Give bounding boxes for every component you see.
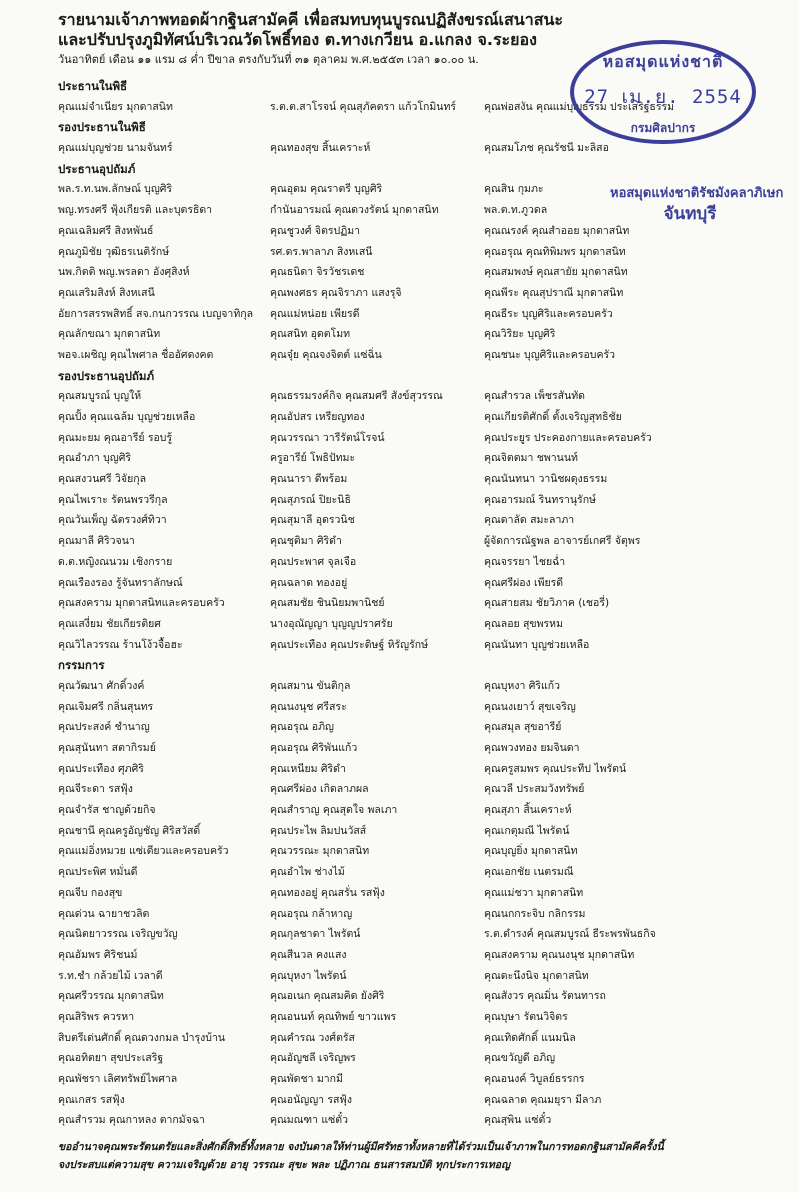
donor-name: กำนันอารมณ์ คุณดวงรัตน์ มุกดาสนิท	[270, 204, 439, 217]
donor-name: คุณประเทือง ศุภศิริ	[58, 762, 144, 775]
donor-name: คุณนงนุช ศรีสระ	[270, 700, 347, 713]
donor-name: คุณนงเยาว์ สุขเจริญ	[484, 700, 576, 713]
donor-row	[58, 717, 758, 738]
donor-name: คุณประเทือง คุณประดิษฐ์ หิรัญรักษ์	[270, 638, 428, 651]
donor-name: คุณวรรณะ มุกดาสนิท	[270, 845, 370, 858]
empty-cell	[270, 366, 484, 387]
empty-cell	[270, 117, 484, 138]
stamp-library-name: หอสมุดแห่งชาติ	[602, 52, 724, 71]
donor-name: คุณสิริพร ควรหา	[58, 1010, 135, 1023]
donor-name: คุณดะนึงนิจ มุกดาสนิท	[484, 969, 589, 982]
donor-name: คุณบุหงา ศิริแก้ว	[484, 679, 561, 692]
donor-name: คุณประไพ ลิมปนวัสส์	[270, 824, 367, 837]
donor-name: คุณวิริยะ บุญศิริ	[484, 328, 556, 341]
donor-row	[58, 676, 758, 697]
donor-name: คุณสมชัย ชินนิยมพานิชย์	[270, 597, 385, 610]
donor-row	[58, 469, 758, 490]
donor-name: คุณทองอยู่ คุณสรั่น รสฟุ้ง	[270, 886, 385, 899]
donor-name: คุณวิไลวรรณ ร้านโง้วจื้อฮะ	[58, 638, 183, 651]
donor-row	[58, 779, 758, 800]
donor-name: คุณเกียรติศักดิ์ ตั้งเจริญสุทธิชัย	[484, 411, 622, 423]
donor-row	[58, 800, 758, 821]
donor-name: คุณดาลัด สมะลาภา	[484, 514, 575, 527]
donor-row	[58, 966, 758, 987]
donor-name: คุณลักขณา มุกดาสนิท	[58, 328, 161, 341]
donor-name: คุณด่วน ฉายาชวลิต	[58, 907, 150, 920]
donor-name: คุณนารา ดีพร้อม	[270, 473, 348, 486]
donor-name: คุณเทิดศักดิ์ แนมนิล	[484, 1031, 576, 1044]
donor-name: คุณสุภา สิ้นเคราะห์	[484, 804, 572, 817]
donor-name: คุณขวัญดี อภิญ	[484, 1052, 556, 1065]
donor-name: คุณสีนวล คงแสง	[270, 948, 347, 961]
document-title-line-1: รายนามเจ้าภาพทอดผ้ากฐินสามัคคี เพื่อสมทบทุนบูรณปฏิสังขรณ์เสนาสนะ	[58, 10, 563, 29]
donor-name: คุณฉลาด คุณมยุรา มีลาภ	[484, 1093, 602, 1106]
donor-name: คุณคำรณ วงศ์ตรัส	[270, 1031, 355, 1044]
donor-name: คุณอทิตยา สุขประเสริฐ	[58, 1052, 164, 1065]
donor-name: คุณเรืองรอง รู้จันทราลักษณ์	[58, 576, 183, 589]
donor-name: พล.ร.ท.นพ.ลักษณ์ บุญศิริ	[58, 183, 173, 196]
section-heading: กรรมการ	[58, 658, 105, 673]
donor-name: คุณเกสร รสฟุ้ง	[58, 1093, 125, 1106]
donor-name: คุณจุ๋ย คุณจงจิตต์ แซ่ฉิ่น	[270, 348, 382, 361]
donor-name: คุณจิตตมา ชพานนท์	[484, 452, 578, 465]
donor-name: คุณสมพงษ์ คุณสายัย มุกดาสนิท	[484, 266, 628, 279]
donor-name: คุณบุญยิ่ง มุกดาสนิท	[484, 845, 578, 858]
donor-name: คุณประพาศ จุลเจือ	[270, 555, 357, 568]
donor-name: คุณสมบูรณ์ บุญให้	[58, 390, 142, 403]
donor-name: คุณวันเพ็ญ ฉัตรวงศ์ทิวา	[58, 514, 167, 527]
donor-name: คุณสายสม ชัยวิภาค (เชอรี่)	[484, 597, 610, 610]
donor-name: คุณอัญชลี เจริญพร	[270, 1052, 356, 1065]
donor-name: คุณแม่หน่อย เพียรดี	[270, 307, 360, 320]
donor-name: คุณธรรมรงค์กิจ คุณสมศรี สังข์สุวรรณ	[270, 390, 443, 403]
donor-name: คุณศรีวรรณ มุกดาสนิท	[58, 990, 164, 1003]
empty-cell	[484, 366, 758, 387]
donor-name: คุณเอกชัย เนตรมณี	[484, 866, 574, 879]
donor-name: คุณอารมณ์ รินทรานุรักษ์	[484, 493, 596, 506]
stamp-department-name: กรมศิลปากร	[630, 121, 696, 135]
blessing-footer	[58, 1138, 758, 1174]
donor-name: คุณอรุณ อภิญ	[270, 721, 334, 734]
donor-name: คุณอรุณ คุณทิพิมพร มุกดาสนิท	[484, 245, 626, 258]
donor-name: พญ.ทรงศรี ฟุ้งเกียรติ และบุตรธิดา	[58, 204, 213, 217]
donor-name: คุณสมโภช คุณรัชนี มะลิสอ	[484, 142, 609, 155]
section-heading-row	[58, 159, 758, 180]
donor-name: คุณบุษา รัตนวิจิตร	[484, 1010, 568, 1023]
donor-name: คุณนันทนา วานิชผดุงธรรม	[484, 473, 608, 486]
donor-name: คุณปั้ง คุณแฉล้ม บุญช่วยเหลือ	[58, 411, 196, 423]
donor-name: คุณประพิศ หมั่นดี	[58, 866, 138, 879]
donor-name: คุณแม่บุญช่วย นามจันทร์	[58, 142, 173, 155]
donor-name: คุณสมุล สุขอารีย์	[484, 721, 562, 734]
donor-name: ครูอารีย์ โพธิปัทมะ	[270, 452, 356, 465]
donor-name: คุณพงศธร คุณจิราภา แสงรุจิ	[270, 286, 402, 299]
donor-name: คุณมะยม คุณอารีย์ รอบรู้	[58, 431, 173, 444]
donor-name: คุณพัชรา เลิศทรัพย์ไพศาล	[58, 1073, 178, 1085]
donor-name: ด.ต.หญิงณนวม เชิงกราย	[58, 555, 173, 568]
donor-name: คุณจีระดา รสฟุ้ง	[58, 783, 133, 796]
donor-name: คุณศรีผ่อง เกิดลาภผล	[270, 783, 369, 796]
donor-row	[58, 1048, 758, 1069]
donor-name: คุณกุลชาดา ไพรัตน์	[270, 928, 361, 941]
donor-name: คุณจรรยา ไชยฉ่ำ	[484, 555, 566, 568]
event-dateline: วันอาทิตย์ เดือน ๑๑ แรม ๘ ค่ำ ปีขาล ตรงกับวันที่ ๓๑ ตุลาคม พ.ศ.๒๕๕๓ เวลา ๑๐.๐๐ น.	[58, 53, 479, 66]
donor-name: คุณพัดชา มากมี	[270, 1073, 343, 1085]
donor-name: คุณเสงี่ยม ชัยเกียรติยศ	[58, 617, 161, 630]
donor-name: นางอุณัญญา บุญญปราศรัย	[270, 617, 393, 630]
branch-library-stamp	[610, 185, 784, 225]
empty-cell	[270, 159, 484, 180]
donor-name: นพ.กิตติ พญ.พรลดา อังศุสิงห์	[58, 266, 190, 279]
donor-name: คุณประสงค์ ชำนาญ	[58, 721, 150, 734]
donor-row	[58, 490, 758, 511]
donor-name: คุณวรรณา วารีรัตน์โรจน์	[270, 431, 385, 444]
donor-name: คุณศรีผ่อง เพียรดี	[484, 576, 564, 589]
donor-row	[58, 324, 758, 345]
donor-name: คุณบุหงา ไพรัตน์	[270, 969, 347, 982]
donor-row	[58, 697, 758, 718]
donor-name: คุณวลี ประสมวังทรัพย์	[484, 783, 585, 796]
section-heading: ประธานในพิธี	[58, 79, 128, 93]
donor-row	[58, 593, 758, 614]
donor-name: ผู้จัดการณัฐพล อาจารย์เกศรี จัตุพร	[484, 535, 641, 548]
empty-cell	[270, 76, 484, 97]
donor-name: คุณเจิมศรี กลิ่นสุนทร	[58, 700, 154, 713]
donor-row	[58, 904, 758, 925]
donor-row	[58, 759, 758, 780]
donor-name: คุณนันทา บุญช่วยเหลือ	[484, 638, 590, 651]
national-library-stamp	[570, 40, 756, 144]
donor-name: คุณเกตุมณี ไพรัตน์	[484, 824, 570, 837]
donor-row	[58, 345, 758, 366]
donor-name: คุณอัปสร เหรียญทอง	[270, 411, 365, 423]
donor-name: คุณเสริมสิงห์ สิงหเสนี	[58, 286, 155, 299]
donor-name: คุณสำรวล เพ็ชรสันทัด	[484, 390, 585, 403]
donor-name: สิบตรีเด่นศักดิ์ คุณดวงกมล บำรุงบ้าน	[58, 1031, 226, 1044]
donor-row	[58, 448, 758, 469]
donor-name: ร.ต.ต.สาโรจน์ คุณสุภัคตรา แก้วโกมินทร์	[270, 100, 457, 113]
donor-row	[58, 1007, 758, 1028]
donor-row	[58, 283, 758, 304]
donor-row	[58, 242, 758, 263]
donor-row	[58, 821, 758, 842]
donor-row	[58, 883, 758, 904]
donor-name: คุณอเนก คุณสมคิด ยังศิริ	[270, 990, 385, 1003]
empty-cell	[270, 655, 484, 676]
donor-row	[58, 510, 758, 531]
donor-name: คุณอุดม คุณราตรี บุญศิริ	[270, 183, 383, 196]
branch-stamp-name: หอสมุดแห่งชาติรัชมังคลาภิเษก	[610, 186, 784, 201]
donor-name: คุณภูมิชัย วุฒิธรเนติรักษ์	[58, 245, 170, 258]
donor-name: คุณอนนท์ คุณทิพย์ ขาวแพร	[270, 1010, 397, 1023]
branch-stamp-province: จันทบุรี	[663, 204, 717, 224]
donor-name: คุณอรุณ ศิริพันแก้ว	[270, 742, 358, 754]
donor-name: อัยการสรรพสิทธิ์ สจ.กนกวรรณ เบญจาทิกุล	[58, 307, 254, 320]
donor-name: คุณสุมาลี อุดรวนิช	[270, 514, 355, 527]
donor-row	[58, 924, 758, 945]
donor-row	[58, 635, 758, 656]
donor-name: คุณมาลี ศิริวจนา	[58, 535, 135, 548]
donor-name: คุณชานี คุณครูอัญชัญ ศิริสวัสดิ์	[58, 824, 201, 837]
donor-name: คุณสงวนศรี วิจัยกุล	[58, 473, 147, 486]
donor-name: คุณเฉลิมศรี สิงหพันธ์	[58, 224, 154, 237]
donor-name: คุณธีระ บุญศิริและครอบครัว	[484, 307, 613, 320]
donor-name: คุณอนงค์ วิบูลย์ธรรกร	[484, 1073, 585, 1085]
donor-name: คุณนกกระจิบ กลิกรรม	[484, 907, 586, 920]
donor-name: พอจ.เผชิญ คุณไพศาล ชื่ออัศดงคต	[58, 348, 214, 361]
blessing-line-1: ขออำนาจคุณพระรัตนตรัยและสิ่งศักดิ์สิทธิ์ทั้งหลาย จงบันดาลให้ท่านผู้มีศรัทธาทั้งหลายที่ได้ร่วมเป็นเจ้าภาพในการทอดกฐินสามัคคีครั้งนี้	[58, 1141, 664, 1153]
donor-row	[58, 1090, 758, 1111]
empty-cell	[484, 159, 758, 180]
donor-name: คุณชุติมา ศิริดำ	[270, 535, 342, 548]
donor-row	[58, 407, 758, 428]
donor-name: คุณอำไพ ช่างไม้	[270, 866, 345, 879]
donor-name: คุณประยูร ประคองกายและครอบครัว	[484, 431, 652, 444]
donor-list	[58, 76, 758, 1131]
donor-row	[58, 862, 758, 883]
donor-name: คุณทองสุข สิ้นเคราะห์	[270, 142, 371, 155]
donor-name: คุณสังวร คุณมิ่น รัตนทารถ	[484, 990, 606, 1003]
donor-name: คุณธนิดา จิรวัชรเดช	[270, 266, 365, 279]
donor-name: คุณไพเราะ รัตนพรวรีกุล	[58, 493, 168, 506]
donor-name: พล.ต.ท.ภูวดล	[484, 204, 548, 217]
donor-name: คุณจำรัส ชาญด้วยกิจ	[58, 804, 156, 817]
donor-name: คุณสงคราม คุณนงนุช มุกดาสนิท	[484, 948, 635, 961]
donor-row	[58, 945, 758, 966]
section-heading-row	[58, 655, 758, 676]
donor-name: คุณแม่จำเนียร มุกดาสนิท	[58, 100, 173, 113]
donor-row	[58, 1110, 758, 1131]
section-heading: รองประธานอุปถัมภ์	[58, 368, 155, 383]
donor-name: คุณสุนันทา สตากิรมย์	[58, 742, 156, 754]
donor-name: คุณอรุณ กล้าหาญ	[270, 907, 353, 920]
donor-name: คุณแม่อิ่งหมวย แซ่เตียวและครอบครัว	[58, 845, 229, 858]
donor-name: คุณวัฒนา ศักดิ์วงค์	[58, 679, 145, 692]
section-heading: ประธานอุปถัมภ์	[58, 161, 136, 176]
donor-name: คุณพ่อสงัน คุณแม่บุญธรรม ประเสริฐธรรม	[484, 100, 675, 113]
donor-name: คุณสมาน ขันติกุล	[270, 679, 351, 692]
donor-row	[58, 1069, 758, 1090]
donor-name: คุณสงคราม มุกดาสนิทและครอบครัว	[58, 597, 225, 610]
donor-name: รศ.ดร.พาลาภ สิงหเสนี	[270, 245, 373, 258]
donor-name: คุณณรงค์ คุณสำออย มุกดาสนิท	[484, 224, 630, 237]
donor-row	[58, 738, 758, 759]
donor-name: คุณสำรวม คุณกาหลง ตากมัจฉา	[58, 1114, 205, 1127]
donor-name: คุณพวงทอง ยมจินดา	[484, 742, 580, 754]
stamp-received-date: 27 เม.ย. 2554	[584, 86, 742, 108]
donor-name: คุณอัมพร ศิริชนม์	[58, 948, 138, 961]
donor-row	[58, 531, 758, 552]
donor-name: คุณสิน กุมภะ	[484, 183, 544, 196]
donor-row	[58, 841, 758, 862]
blessing-line-2: จงประสบแต่ความสุข ความเจริญด้วย อายุ วรรณะ สุขะ พละ ปฏิภาณ ธนสารสมบัติ ทุกประการเทอญ	[58, 1159, 511, 1171]
donor-row	[58, 573, 758, 594]
donor-name: คุณเหนียม ศิริดำ	[270, 762, 346, 775]
donor-name: คุณนิตยาวรรณ เจริญขวัญ	[58, 928, 178, 941]
donor-name: คุณจีบ กองสุข	[58, 886, 123, 899]
donor-row	[58, 262, 758, 283]
donor-name: ร.ท.ชำ กล้วยไม้ เวลาดี	[58, 969, 163, 982]
donor-name: คุณลอย สุขพรหม	[484, 617, 563, 630]
section-heading-row	[58, 366, 758, 387]
donor-name: คุณอำภา บุญศิริ	[58, 452, 132, 465]
donor-row	[58, 304, 758, 325]
donor-name: คุณสำราญ คุณสุดใจ พลเภา	[270, 804, 398, 817]
donor-name: คุณสุพิน แซ่ตั๋ว	[484, 1114, 552, 1127]
section-heading: รองประธานในพิธี	[58, 120, 146, 135]
donor-name: คุณมณฑา แซ่ตั๋ว	[270, 1114, 348, 1127]
donor-name: ร.ต.ดำรงค์ คุณสมบูรณ์ ธีระพรพันธกิจ	[484, 928, 656, 941]
document-title-line-2: และปรับปรุงภูมิทัศน์บริเวณวัดโพธิ์ทอง ต.ทางเกวียน อ.แกลง จ.ระยอง	[58, 30, 537, 49]
donor-row	[58, 1028, 758, 1049]
donor-row	[58, 552, 758, 573]
donor-row	[58, 614, 758, 635]
donor-name: คุณพีระ คุณสุปราณี มุกดาสนิท	[484, 286, 624, 299]
donor-name: คุณครูสมพร คุณประทีป ไพรัตน์	[484, 762, 627, 775]
donor-name: คุณชูวงศ์ จิตรปฏิมา	[270, 224, 361, 237]
donor-name: คุณฉลาด ทองอยู่	[270, 576, 348, 589]
donor-name: คุณสนิท อุดตโมท	[270, 328, 351, 341]
empty-cell	[484, 655, 758, 676]
donor-row	[58, 386, 758, 407]
donor-name: คุณสุภรณ์ ปิยะนิธิ	[270, 493, 351, 506]
donor-row	[58, 986, 758, 1007]
donor-name: คุณชนะ บุญศิริและครอบครัว	[484, 348, 615, 361]
donor-name: คุณแม่ชวา มุกดาสนิท	[484, 886, 584, 899]
donor-row	[58, 428, 758, 449]
donor-name: คุณอนัญญา รสฟุ้ง	[270, 1093, 352, 1106]
